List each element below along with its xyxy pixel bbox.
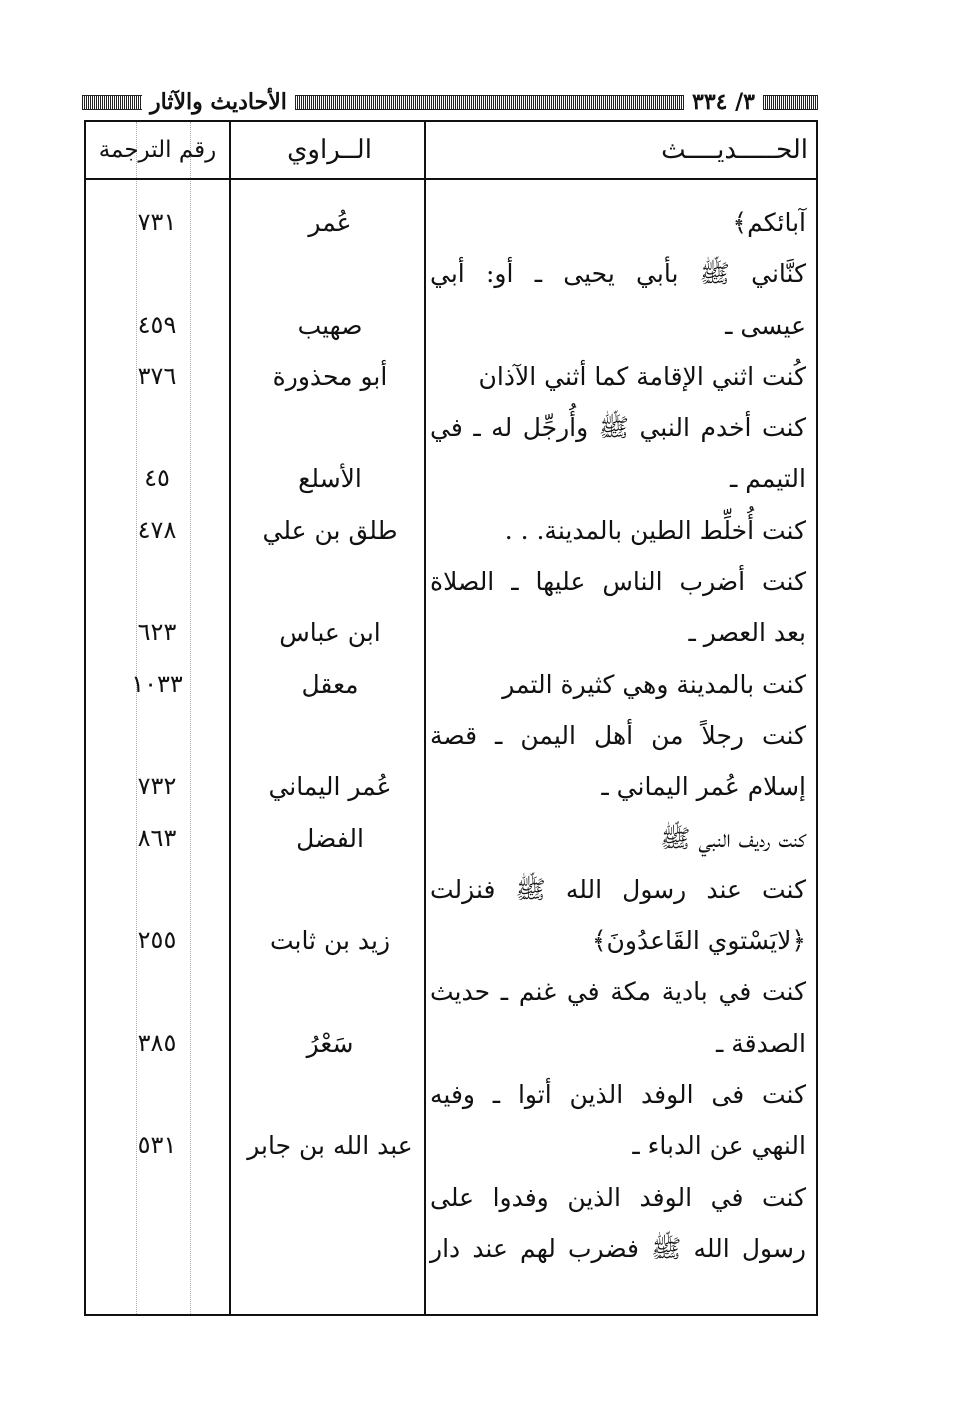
narrator-name: عُمر اليماني <box>268 772 392 802</box>
hadith-text: رسول الله ﷺ فضرب لهم عند دار <box>430 1233 806 1263</box>
narrator-name: صهيب <box>297 310 363 340</box>
hadith-text: كنت في الوفد الذين وفدوا على <box>430 1182 806 1212</box>
entry-number: ٢٥٥ <box>137 926 177 955</box>
entry-number: ٥٣١ <box>137 1131 177 1160</box>
entry-number <box>86 402 228 453</box>
entry-number: ١٠٣٣ <box>131 669 183 698</box>
table-header-row <box>86 122 816 180</box>
hadith-text: كنت عند رسول الله ﷺ فنزلت <box>430 874 806 904</box>
table-row <box>86 556 816 607</box>
entry-number: ٧٣١ <box>137 208 177 236</box>
entry-number: ٦٢٣ <box>137 618 177 647</box>
hadith-text: عيسى ـ <box>725 310 806 340</box>
hadith-text: كنت أُخلِّط الطين بالمدينة. . . <box>504 515 806 545</box>
narrator-name: عبد الله بن جابر <box>247 1131 413 1161</box>
section-title: الأحاديث والآثار <box>150 89 287 115</box>
narrator-name: الفضل <box>296 823 364 853</box>
narrator-name <box>232 1223 428 1274</box>
narrator-name: طلق بن علي <box>262 515 398 545</box>
header-ornament <box>295 95 684 110</box>
hadith-text: التيمم ـ <box>729 464 806 494</box>
narrator-name <box>232 1172 428 1223</box>
narrator-name <box>232 710 428 761</box>
entry-number <box>86 556 228 607</box>
header-ornament <box>82 95 142 110</box>
entry-number: ٣٧٦ <box>137 361 177 390</box>
hadith-text: الصدقة ـ <box>716 1028 806 1058</box>
entry-number <box>86 864 228 915</box>
narrator-name: أبو محذورة <box>272 361 388 391</box>
header-ornament <box>763 95 818 110</box>
table-row <box>86 351 816 402</box>
hadith-text: كنت في بادية مكة في غنم ـ حديث <box>430 977 806 1007</box>
narrator-name: معقل <box>301 669 359 699</box>
table-row <box>86 300 816 351</box>
table-row <box>86 915 816 966</box>
table-row <box>86 607 816 658</box>
entry-number: ٧٣٢ <box>137 772 177 801</box>
narrator-name <box>232 966 428 1017</box>
narrator-name <box>232 556 428 607</box>
hadith-text: النهي عن الدباء ـ <box>632 1131 806 1161</box>
hadith-text: بعد العصر ـ <box>688 618 806 648</box>
column-header-hadith: الحـــــديــــث <box>661 135 808 165</box>
table-body <box>86 197 816 1274</box>
hadith-text: كنت فى الوفد الذين أتوا ـ وفيه <box>430 1080 806 1110</box>
table-row <box>86 1223 816 1274</box>
hadith-text: كنَّاني ﷺ بأبي يحيى ـ أو: أبي <box>430 259 806 289</box>
entry-number <box>86 966 228 1017</box>
table-row <box>86 453 816 504</box>
table-row <box>86 1069 816 1120</box>
hadith-text: كُنت اثني الإقامة كما أثني الآذان <box>478 361 806 391</box>
table-row <box>86 197 816 248</box>
narrator-name <box>232 864 428 915</box>
table-row <box>86 864 816 915</box>
page-number: ٣/ ٣٣٤ <box>692 89 755 115</box>
table-row <box>86 710 816 761</box>
narrator-name <box>232 248 428 299</box>
narrator-name: زيد بن ثابت <box>269 926 391 956</box>
table-row <box>86 813 816 864</box>
hadith-text: كنت رجلاً من أهل اليمن ـ قصة <box>430 720 806 750</box>
column-header-narrator: الــراوي <box>287 135 372 165</box>
narrator-name: عُمر <box>308 208 352 237</box>
table-row <box>86 761 816 812</box>
table-row <box>86 966 816 1017</box>
entry-number: ٤٥٩ <box>137 310 177 339</box>
entry-number <box>86 248 228 299</box>
hadith-index-table <box>84 120 818 1316</box>
table-row <box>86 402 816 453</box>
narrator-name <box>232 1069 428 1120</box>
entry-number <box>86 1069 228 1120</box>
column-header-entry-number: رقم الترجمة <box>98 137 217 163</box>
narrator-name: الأسلع <box>298 464 362 494</box>
narrator-name: ابن عباس <box>279 618 381 648</box>
hadith-text: كنت أخدم النبي ﷺ وأُرجِّل له ـ في <box>430 413 806 443</box>
entry-number <box>86 1223 228 1274</box>
table-row <box>86 1018 816 1069</box>
table-row <box>86 248 816 299</box>
narrator-name: سَعْرُ <box>306 1028 354 1058</box>
running-header <box>82 88 818 116</box>
entry-number: ٤٧٨ <box>137 515 177 544</box>
entry-number: ٤٥ <box>144 464 170 493</box>
table-row <box>86 1172 816 1223</box>
hadith-text: إسلام عُمر اليماني ـ <box>601 772 806 802</box>
narrator-name <box>232 402 428 453</box>
entry-number: ٨٦٣ <box>137 823 177 852</box>
hadith-text: كنت رديف النبي ﷺ <box>660 823 806 853</box>
table-row <box>86 1120 816 1171</box>
hadith-text: آبائكم﴾ <box>732 208 806 237</box>
entry-number: ٣٨٥ <box>137 1028 177 1057</box>
entry-number <box>86 710 228 761</box>
hadith-text: ﴿لايَسْتوي القَاعدُونَ﴾ <box>591 926 806 956</box>
table-row <box>86 659 816 710</box>
table-row <box>86 505 816 556</box>
hadith-text: كنت بالمدينة وهي كثيرة التمر <box>502 669 806 699</box>
hadith-text: كنت أضرب الناس عليها ـ الصلاة <box>430 567 806 597</box>
entry-number <box>86 1172 228 1223</box>
